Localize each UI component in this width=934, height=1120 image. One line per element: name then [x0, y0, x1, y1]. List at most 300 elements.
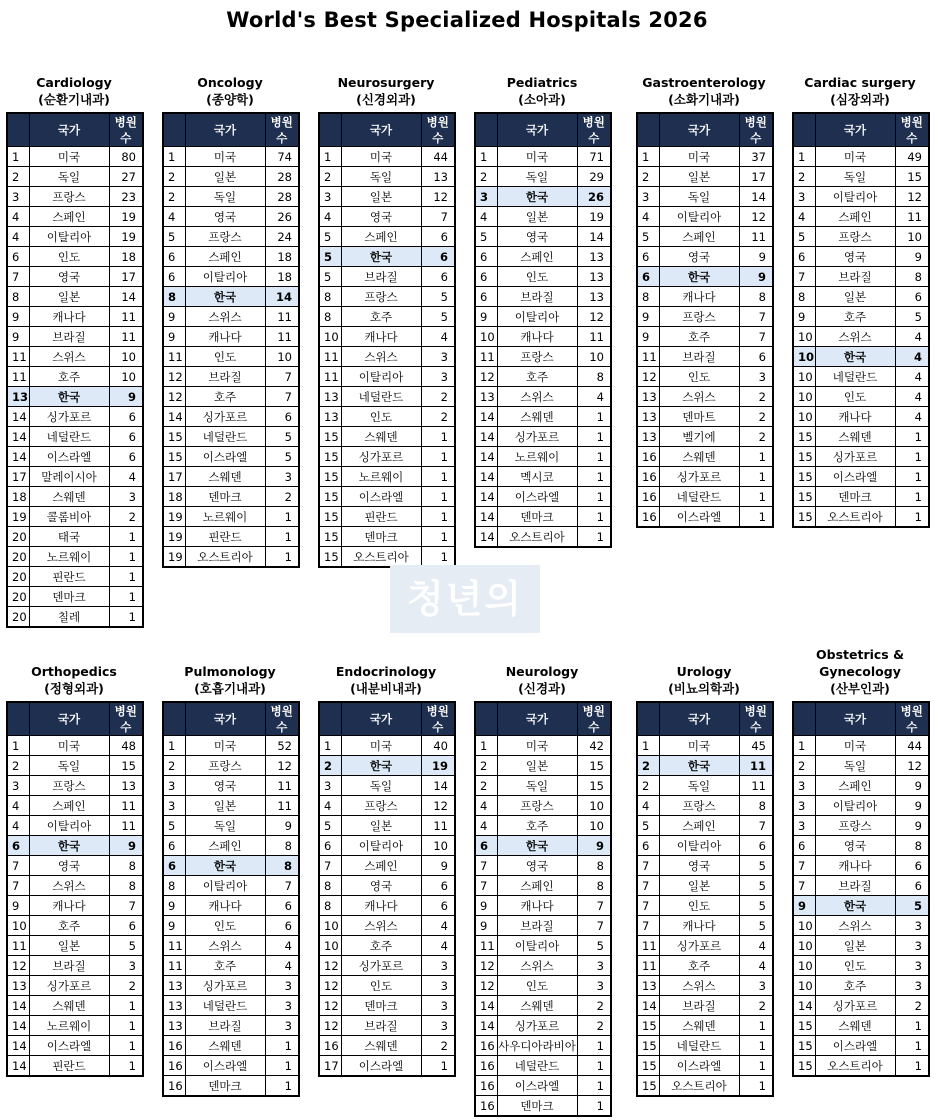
- count-cell: 6: [739, 836, 773, 856]
- table-header-row: [475, 702, 611, 736]
- country-cell: 스웨덴: [815, 1016, 895, 1036]
- country-cell: 한국: [185, 856, 265, 876]
- rank-header: [793, 702, 815, 736]
- rank-cell: 15: [793, 1036, 815, 1056]
- table-row: [319, 307, 455, 327]
- rank-cell: 11: [637, 956, 659, 976]
- rank-cell: 15: [793, 447, 815, 467]
- rank-cell: 7: [475, 876, 497, 896]
- count-cell: 1: [109, 567, 143, 587]
- count-cell: 8: [739, 796, 773, 816]
- count-cell: 1: [739, 467, 773, 487]
- country-cell: 독일: [815, 167, 895, 187]
- country-cell: 덴마크: [497, 507, 577, 527]
- table-row: [7, 896, 143, 916]
- rank-cell: 9: [637, 327, 659, 347]
- table-row: [475, 936, 611, 956]
- page-title: World's Best Specialized Hospitals 2026: [226, 8, 708, 32]
- count-cell: 1: [265, 527, 299, 547]
- count-cell: 3: [109, 487, 143, 507]
- specialty-title-line: Pediatrics: [506, 75, 578, 90]
- rank-cell: 5: [319, 247, 341, 267]
- rank-cell: 14: [163, 407, 185, 427]
- ranking-table: [792, 112, 930, 528]
- specialty-title-line: Neurosurgery: [337, 75, 435, 90]
- rank-cell: 6: [637, 267, 659, 287]
- country-cell: 네덜란드: [497, 1056, 577, 1076]
- count-cell: 3: [265, 1016, 299, 1036]
- country-cell: 오스트리아: [815, 1056, 895, 1077]
- count-cell: 6: [421, 227, 455, 247]
- rank-cell: 1: [163, 736, 185, 756]
- country-cell: 노르웨이: [29, 547, 109, 567]
- country-cell: 영국: [815, 836, 895, 856]
- table-row: [163, 147, 299, 167]
- rank-cell: 19: [163, 547, 185, 568]
- country-cell: 프랑스: [341, 287, 421, 307]
- count-cell: 80: [109, 147, 143, 167]
- table-row: [475, 247, 611, 267]
- count-cell: 3: [739, 367, 773, 387]
- country-cell: 브라질: [815, 876, 895, 896]
- country-cell: 싱가포르: [497, 1016, 577, 1036]
- country-cell: 인도: [497, 267, 577, 287]
- count-cell: 6: [265, 916, 299, 936]
- count-cell: 8: [895, 836, 929, 856]
- country-cell: 일본: [29, 936, 109, 956]
- country-cell: 독일: [341, 776, 421, 796]
- country-cell: 이탈리아: [185, 876, 265, 896]
- table-row: [163, 1036, 299, 1056]
- table-row: [793, 507, 929, 528]
- country-cell: 이탈리아: [341, 836, 421, 856]
- count-cell: 1: [421, 1056, 455, 1077]
- country-cell: 이스라엘: [185, 1056, 265, 1076]
- table-row: [7, 876, 143, 896]
- specialty-title: [162, 640, 298, 697]
- country-cell: 프랑스: [659, 796, 739, 816]
- country-cell: 미국: [659, 147, 739, 167]
- country-cell: 한국: [815, 347, 895, 367]
- country-cell: 스웨덴: [815, 427, 895, 447]
- watermark: 청년의사: [390, 565, 540, 633]
- rank-cell: 15: [637, 1056, 659, 1076]
- table-row: [793, 736, 929, 756]
- rank-cell: 11: [7, 936, 29, 956]
- rank-cell: 3: [7, 776, 29, 796]
- rank-cell: 14: [475, 407, 497, 427]
- rank-cell: 15: [637, 1036, 659, 1056]
- count-cell: 11: [739, 756, 773, 776]
- table-row: [163, 427, 299, 447]
- rank-cell: 13: [319, 407, 341, 427]
- count-cell: 45: [739, 736, 773, 756]
- table-row: [7, 447, 143, 467]
- country-cell: 호주: [185, 387, 265, 407]
- country-cell: 스웨덴: [497, 407, 577, 427]
- table-row: [475, 387, 611, 407]
- country-cell: 프랑스: [29, 187, 109, 207]
- table-row: [475, 447, 611, 467]
- rank-cell: 4: [319, 796, 341, 816]
- table-row: [793, 776, 929, 796]
- country-cell: 캐나다: [185, 896, 265, 916]
- rank-cell: 12: [319, 956, 341, 976]
- country-cell: 태국: [29, 527, 109, 547]
- count-cell: 1: [739, 507, 773, 528]
- country-cell: 스페인: [497, 876, 577, 896]
- table-row: [163, 487, 299, 507]
- specialty-block: [792, 70, 928, 528]
- country-cell: 브라질: [185, 367, 265, 387]
- table-row: [637, 996, 773, 1016]
- specialty-title-line: Cardiac surgery: [804, 75, 916, 90]
- count-cell: 3: [577, 976, 611, 996]
- rank-cell: 15: [793, 1016, 815, 1036]
- table-row: [793, 347, 929, 367]
- rank-cell: 1: [163, 147, 185, 167]
- table-row: [163, 207, 299, 227]
- rank-cell: 9: [475, 896, 497, 916]
- count-cell: 1: [421, 467, 455, 487]
- table-row: [637, 936, 773, 956]
- table-row: [163, 836, 299, 856]
- country-cell: 스페인: [659, 816, 739, 836]
- specialty-title-line: (내분비내과): [350, 681, 422, 696]
- rank-cell: 9: [793, 307, 815, 327]
- count-cell: 29: [577, 167, 611, 187]
- count-cell: 1: [739, 447, 773, 467]
- count-cell: 6: [109, 916, 143, 936]
- rank-cell: 8: [637, 287, 659, 307]
- rank-cell: 2: [793, 167, 815, 187]
- country-cell: 스페인: [185, 247, 265, 267]
- country-cell: 독일: [497, 776, 577, 796]
- table-row: [637, 287, 773, 307]
- count-cell: 13: [421, 167, 455, 187]
- country-cell: 영국: [815, 247, 895, 267]
- count-cell: 7: [577, 916, 611, 936]
- country-cell: 이스라엘: [29, 1036, 109, 1056]
- rank-cell: 6: [475, 287, 497, 307]
- count-cell: 52: [265, 736, 299, 756]
- count-cell: 3: [265, 976, 299, 996]
- table-row: [7, 307, 143, 327]
- count-cell: 19: [109, 227, 143, 247]
- table-row: [793, 856, 929, 876]
- count-cell: 5: [577, 936, 611, 956]
- table-row: [7, 487, 143, 507]
- country-cell: 칠레: [29, 607, 109, 628]
- country-cell: 브라질: [497, 916, 577, 936]
- table-row: [793, 147, 929, 167]
- count-cell: 71: [577, 147, 611, 167]
- table-row: [163, 447, 299, 467]
- specialty-title-line: (신경과): [518, 681, 566, 696]
- country-cell: 미국: [29, 736, 109, 756]
- country-cell: 싱가포르: [185, 976, 265, 996]
- country-cell: 오스트리아: [815, 507, 895, 528]
- rank-cell: 12: [637, 367, 659, 387]
- table-row: [793, 447, 929, 467]
- specialty-block: [636, 70, 772, 528]
- count-cell: 28: [265, 187, 299, 207]
- rank-cell: 16: [475, 1056, 497, 1076]
- rank-cell: 20: [7, 547, 29, 567]
- table-row: [793, 1036, 929, 1056]
- table-row: [7, 367, 143, 387]
- rank-cell: 2: [7, 756, 29, 776]
- country-cell: 이탈리아: [341, 367, 421, 387]
- table-row: [793, 187, 929, 207]
- count-cell: 2: [265, 487, 299, 507]
- count-cell: 3: [265, 996, 299, 1016]
- country-cell: 호주: [341, 307, 421, 327]
- country-cell: 스웨덴: [29, 996, 109, 1016]
- rank-cell: 10: [793, 327, 815, 347]
- rank-cell: 8: [319, 307, 341, 327]
- count-cell: 6: [739, 347, 773, 367]
- country-cell: 브라질: [659, 996, 739, 1016]
- rank-cell: 4: [163, 207, 185, 227]
- rank-cell: 6: [163, 267, 185, 287]
- rank-cell: 4: [475, 207, 497, 227]
- country-cell: 싱가포르: [29, 407, 109, 427]
- table-row: [637, 856, 773, 876]
- country-cell: 영국: [497, 856, 577, 876]
- table-row: [637, 876, 773, 896]
- rank-cell: 3: [163, 796, 185, 816]
- ranking-table: [318, 112, 456, 568]
- table-row: [163, 547, 299, 568]
- count-cell: 19: [109, 207, 143, 227]
- country-cell: 일본: [815, 287, 895, 307]
- table-row: [7, 287, 143, 307]
- country-cell: 덴마크: [341, 527, 421, 547]
- country-cell: 스위스: [497, 387, 577, 407]
- table-row: [793, 247, 929, 267]
- count-cell: 3: [577, 956, 611, 976]
- table-row: [7, 836, 143, 856]
- rank-cell: 14: [7, 407, 29, 427]
- count-cell: 26: [577, 187, 611, 207]
- table-row: [475, 1076, 611, 1096]
- table-header-row: [7, 113, 143, 147]
- count-cell: 9: [739, 267, 773, 287]
- ranking-table: [318, 701, 456, 1077]
- rank-cell: 16: [475, 1076, 497, 1096]
- specialty-block: [6, 70, 142, 628]
- country-cell: 프랑스: [815, 816, 895, 836]
- rank-cell: 11: [7, 367, 29, 387]
- count-cell: 1: [421, 487, 455, 507]
- table-row: [475, 347, 611, 367]
- count-cell: 6: [895, 287, 929, 307]
- country-cell: 싱가포르: [659, 467, 739, 487]
- table-row: [475, 407, 611, 427]
- country-cell: 캐나다: [497, 896, 577, 916]
- rank-cell: 3: [319, 187, 341, 207]
- table-row: [7, 427, 143, 447]
- count-cell: 1: [739, 487, 773, 507]
- count-cell: 2: [739, 427, 773, 447]
- country-header: 국가: [29, 702, 109, 736]
- count-cell: 3: [421, 996, 455, 1016]
- rank-cell: 6: [793, 247, 815, 267]
- rank-cell: 20: [7, 587, 29, 607]
- table-row: [475, 796, 611, 816]
- table-row: [7, 167, 143, 187]
- country-cell: 호주: [497, 367, 577, 387]
- country-cell: 미국: [29, 147, 109, 167]
- country-header: 국가: [659, 113, 739, 147]
- country-cell: 덴마크: [815, 487, 895, 507]
- count-cell: 2: [739, 387, 773, 407]
- count-cell: 3: [895, 916, 929, 936]
- count-cell: 1: [109, 607, 143, 628]
- count-cell: 1: [577, 1096, 611, 1117]
- country-cell: 한국: [497, 187, 577, 207]
- rank-cell: 15: [793, 1056, 815, 1077]
- count-cell: 3: [421, 347, 455, 367]
- count-cell: 1: [577, 487, 611, 507]
- country-cell: 인도: [29, 247, 109, 267]
- rank-cell: 6: [793, 836, 815, 856]
- rank-cell: 15: [793, 507, 815, 528]
- count-cell: 1: [739, 1016, 773, 1036]
- country-cell: 한국: [341, 756, 421, 776]
- count-cell: 11: [265, 307, 299, 327]
- table-row: [7, 816, 143, 836]
- table-row: [637, 367, 773, 387]
- table-row: [7, 736, 143, 756]
- country-header: 국가: [341, 702, 421, 736]
- count-cell: 14: [265, 287, 299, 307]
- country-cell: 네덜란드: [29, 427, 109, 447]
- count-cell: 6: [109, 447, 143, 467]
- table-header-row: [793, 113, 929, 147]
- count-cell: 5: [109, 936, 143, 956]
- rank-cell: 10: [475, 327, 497, 347]
- rank-cell: 14: [475, 996, 497, 1016]
- table-row: [163, 1076, 299, 1097]
- count-cell: 3: [739, 976, 773, 996]
- country-cell: 영국: [497, 227, 577, 247]
- rank-cell: 6: [319, 836, 341, 856]
- country-cell: 오스트리아: [659, 1076, 739, 1097]
- rank-cell: 8: [163, 287, 185, 307]
- table-row: [7, 407, 143, 427]
- country-cell: 이탈리아: [815, 796, 895, 816]
- table-row: [163, 776, 299, 796]
- table-row: [793, 327, 929, 347]
- count-cell: 1: [895, 1056, 929, 1077]
- country-cell: 스위스: [497, 956, 577, 976]
- count-cell: 11: [895, 207, 929, 227]
- rank-cell: 12: [163, 387, 185, 407]
- specialty-title: [474, 640, 610, 697]
- count-cell: 12: [265, 756, 299, 776]
- country-header: 국가: [185, 113, 265, 147]
- table-row: [637, 1056, 773, 1076]
- table-row: [319, 507, 455, 527]
- count-cell: 49: [895, 147, 929, 167]
- rank-cell: 16: [637, 447, 659, 467]
- table-row: [163, 876, 299, 896]
- count-cell: 5: [739, 856, 773, 876]
- rank-cell: 11: [637, 347, 659, 367]
- table-row: [793, 367, 929, 387]
- count-cell: 12: [421, 796, 455, 816]
- country-cell: 독일: [185, 187, 265, 207]
- country-header: 국가: [29, 113, 109, 147]
- count-cell: 2: [577, 1016, 611, 1036]
- country-cell: 싱가포르: [815, 447, 895, 467]
- count-cell: 4: [265, 956, 299, 976]
- country-cell: 스위스: [341, 347, 421, 367]
- country-cell: 한국: [659, 267, 739, 287]
- table-row: [163, 527, 299, 547]
- table-row: [475, 427, 611, 447]
- table-row: [7, 347, 143, 367]
- count-cell: 9: [739, 247, 773, 267]
- count-cell: 11: [265, 776, 299, 796]
- rank-cell: 16: [475, 1096, 497, 1117]
- country-cell: 덴마크: [497, 1096, 577, 1117]
- specialty-title-line: Gastroenterology: [642, 75, 766, 90]
- specialty-title: [792, 640, 928, 697]
- count-cell: 4: [421, 916, 455, 936]
- specialty-block: [318, 70, 454, 568]
- country-cell: 노르웨이: [185, 507, 265, 527]
- country-cell: 핀란드: [185, 527, 265, 547]
- country-cell: 말레이시아: [29, 467, 109, 487]
- specialty-title-line: Orthopedics: [31, 664, 117, 679]
- count-cell: 8: [265, 836, 299, 856]
- rank-cell: 5: [475, 227, 497, 247]
- rank-cell: 11: [475, 347, 497, 367]
- country-cell: 덴마크: [29, 587, 109, 607]
- country-cell: 싱가포르: [497, 427, 577, 447]
- table-row: [7, 956, 143, 976]
- rank-cell: 15: [793, 487, 815, 507]
- country-cell: 호주: [341, 936, 421, 956]
- count-cell: 5: [895, 307, 929, 327]
- count-cell: 8: [895, 267, 929, 287]
- rank-cell: 13: [163, 1016, 185, 1036]
- table-row: [319, 447, 455, 467]
- rank-cell: 15: [637, 1076, 659, 1097]
- rank-cell: 5: [793, 227, 815, 247]
- count-cell: 7: [265, 367, 299, 387]
- count-cell: 1: [895, 1016, 929, 1036]
- count-cell: 26: [265, 207, 299, 227]
- country-cell: 일본: [185, 796, 265, 816]
- country-cell: 스위스: [659, 976, 739, 996]
- country-cell: 한국: [29, 387, 109, 407]
- table-row: [475, 527, 611, 548]
- specialty-title-line: (비뇨의학과): [668, 681, 740, 696]
- table-header-row: [637, 113, 773, 147]
- table-row: [475, 267, 611, 287]
- table-row: [7, 796, 143, 816]
- rank-cell: 6: [163, 247, 185, 267]
- rank-cell: 9: [7, 896, 29, 916]
- count-cell: 5: [421, 307, 455, 327]
- rank-cell: 1: [475, 736, 497, 756]
- rank-cell: 7: [793, 876, 815, 896]
- count-cell: 17: [109, 267, 143, 287]
